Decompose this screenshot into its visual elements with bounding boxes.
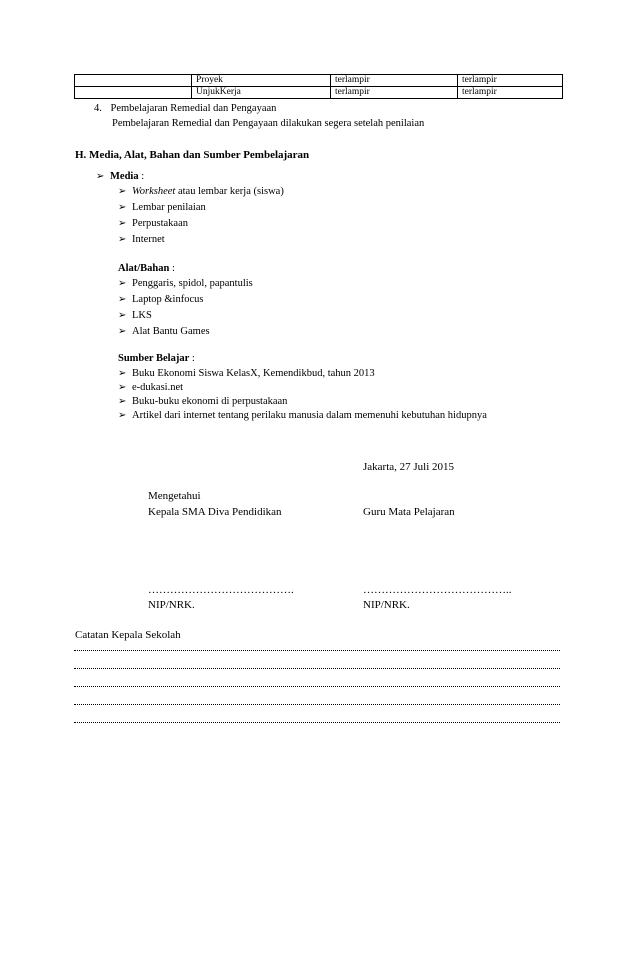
- bullet-arrow-icon: ➢: [118, 326, 127, 337]
- table-cell: terlampir: [331, 75, 458, 87]
- bullet-arrow-icon: ➢: [118, 368, 127, 379]
- bullet-arrow-icon: ➢: [118, 202, 127, 213]
- bullet-arrow-icon: ➢: [118, 382, 127, 393]
- bullet-arrow-icon: ➢: [118, 410, 127, 421]
- remedial-text: Pembelajaran Remedial dan Pengayaan dilakukan segera setelah penilaian: [112, 118, 425, 129]
- media-item-text: Internet: [132, 234, 165, 245]
- list-item: [118, 381, 487, 395]
- list-item: [118, 185, 284, 199]
- table-row: [75, 87, 563, 99]
- list-item: [118, 201, 284, 215]
- sumber-item-text: e-dukasi.net: [132, 382, 184, 393]
- place-date: Jakarta, 27 Juli 2015: [363, 461, 455, 473]
- alat-list: [118, 277, 253, 339]
- table-cell: UnjukKerja: [192, 87, 331, 99]
- note-line: [74, 686, 560, 687]
- sumber-label-line: [118, 352, 195, 366]
- bullet-arrow-icon: ➢: [118, 186, 127, 197]
- note-line: [74, 650, 560, 651]
- note-line: [74, 668, 560, 669]
- alat-suffix: :: [169, 263, 175, 274]
- table-cell: [75, 75, 192, 87]
- list-item: [118, 395, 487, 409]
- media-item-text: atau lembar kerja (siswa): [175, 186, 284, 197]
- table-cell: Proyek: [192, 75, 331, 87]
- alat-label: Alat/Bahan: [118, 263, 170, 274]
- media-item-em: Worksheet: [132, 186, 176, 197]
- guru-title: Guru Mata Pelajaran: [363, 506, 455, 518]
- sumber-label: Sumber Belajar: [118, 353, 190, 364]
- list-item: [118, 293, 253, 307]
- list-item: [118, 367, 487, 381]
- note-line: [74, 704, 560, 705]
- catatan-title: Catatan Kepala Sekolah: [75, 629, 181, 641]
- media-suffix: :: [138, 171, 145, 182]
- list-item: [118, 409, 487, 423]
- list-item: [118, 309, 253, 323]
- list-item: [118, 277, 253, 291]
- list-item: [118, 325, 253, 339]
- nip-right: NIP/NRK.: [363, 599, 410, 611]
- table-cell: [75, 87, 192, 99]
- alat-item-text: Penggaris, spidol, papantulis: [132, 278, 253, 289]
- media-list: [118, 185, 284, 247]
- table-row: [75, 75, 563, 87]
- bullet-arrow-icon: ➢: [118, 218, 127, 229]
- sumber-item-text: Artikel dari internet tentang perilaku manusia dalam memenuhi kebutuhan hidupnya: [132, 410, 487, 421]
- sumber-suffix: :: [189, 353, 195, 364]
- bullet-arrow-icon: ➢: [118, 234, 127, 245]
- section-h-heading: H. Media, Alat, Bahan dan Sumber Pembelajaran: [75, 149, 310, 161]
- nip-left: NIP/NRK.: [148, 599, 195, 611]
- alat-item-text: Alat Bantu Games: [132, 326, 210, 337]
- assessment-table: [74, 74, 563, 99]
- alat-item-text: LKS: [132, 310, 152, 321]
- sumber-list: [118, 367, 487, 423]
- signature-line-left: ………………………………….: [148, 584, 294, 596]
- table-cell: terlampir: [458, 75, 563, 87]
- bullet-arrow-icon: ➢: [118, 310, 127, 321]
- media-label-line: [96, 170, 144, 184]
- remedial-title: Pembelajaran Remedial dan Pengayaan: [110, 103, 277, 114]
- kepala-sekolah-title: Kepala SMA Diva Pendidikan: [148, 506, 282, 518]
- media-item-text: Lembar penilaian: [132, 202, 206, 213]
- note-line: [74, 722, 560, 723]
- list-item: [118, 217, 284, 231]
- remedial-heading: [94, 102, 276, 116]
- table-cell: terlampir: [331, 87, 458, 99]
- bullet-arrow-icon: ➢: [118, 396, 127, 407]
- signature-line-right: …………………………………..: [363, 584, 512, 596]
- media-label: Media: [110, 171, 139, 182]
- mengetahui-text: Mengetahui: [148, 490, 201, 502]
- media-item-text: Perpustakaan: [132, 218, 188, 229]
- sumber-item-text: Buku-buku ekonomi di perpustakaan: [132, 396, 288, 407]
- list-item: [118, 233, 284, 247]
- alat-label-line: [118, 262, 175, 276]
- bullet-arrow-icon: ➢: [118, 278, 127, 289]
- bullet-arrow-icon: ➢: [96, 171, 105, 182]
- sumber-item-text: Buku Ekonomi Siswa KelasX, Kemendikbud, tahun 2013: [132, 368, 375, 379]
- remedial-number: 4.: [94, 103, 102, 114]
- table-cell: terlampir: [458, 87, 563, 99]
- alat-item-text: Laptop &infocus: [132, 294, 204, 305]
- bullet-arrow-icon: ➢: [118, 294, 127, 305]
